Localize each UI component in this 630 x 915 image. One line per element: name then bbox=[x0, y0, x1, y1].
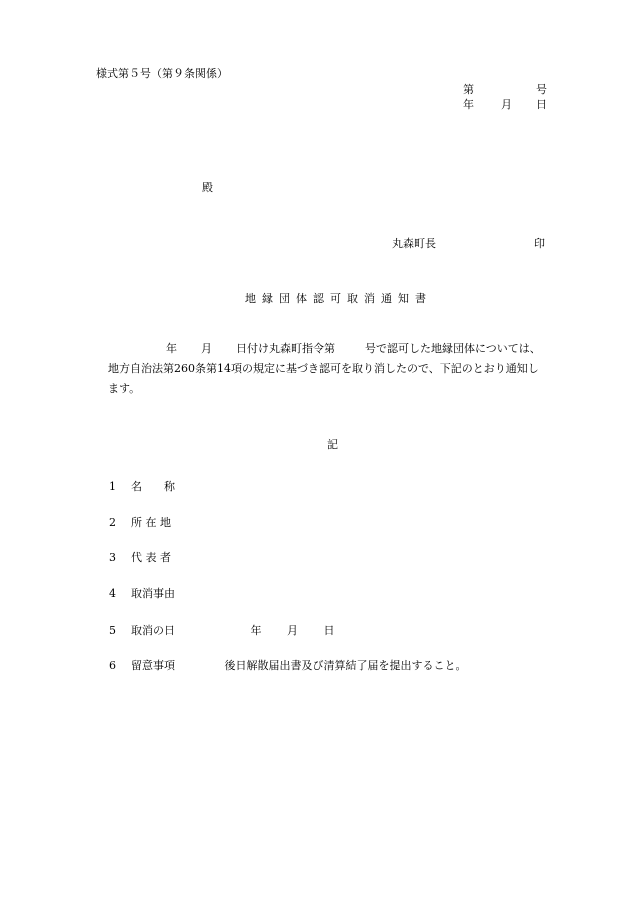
notice-body: 年 月 日付け丸森町指令第 号で認可した地縁団体については、 地方自治法第260条第14項の規定に基づき認可を取り消したので、下記のとおり通知し ます。 bbox=[108, 342, 541, 395]
list-item: 2 所 在 地 bbox=[109, 516, 171, 529]
list-item: 6 留意事項 後日解散届出書及び清算結了届を提出すること。 bbox=[109, 659, 467, 672]
list-item: 5 取消の日 年 月 日 bbox=[109, 624, 335, 637]
doc-number-prefix: 第 bbox=[463, 83, 474, 96]
ki-heading: 記 bbox=[327, 438, 338, 451]
document-title: 地 縁 団 体 認 可 取 消 通 知 書 bbox=[245, 292, 426, 305]
list-item: 1 名 称 bbox=[109, 480, 175, 493]
addressee-suffix: 殿 bbox=[202, 181, 213, 194]
list-item: 4 取消事由 bbox=[109, 587, 175, 600]
form-number: 様式第５号（第９条関係） bbox=[96, 67, 228, 80]
sender-name: 丸森町長 bbox=[392, 237, 436, 250]
seal-mark: 印 bbox=[534, 237, 545, 250]
date-year: 年 bbox=[463, 98, 474, 111]
doc-number-suffix: 号 bbox=[536, 83, 547, 96]
date-day: 日 bbox=[536, 98, 547, 111]
list-item: 3 代 表 者 bbox=[109, 551, 171, 564]
caution-text: 後日解散届出書及び清算結了届を提出すること。 bbox=[224, 659, 467, 672]
date-month: 月 bbox=[501, 98, 512, 111]
